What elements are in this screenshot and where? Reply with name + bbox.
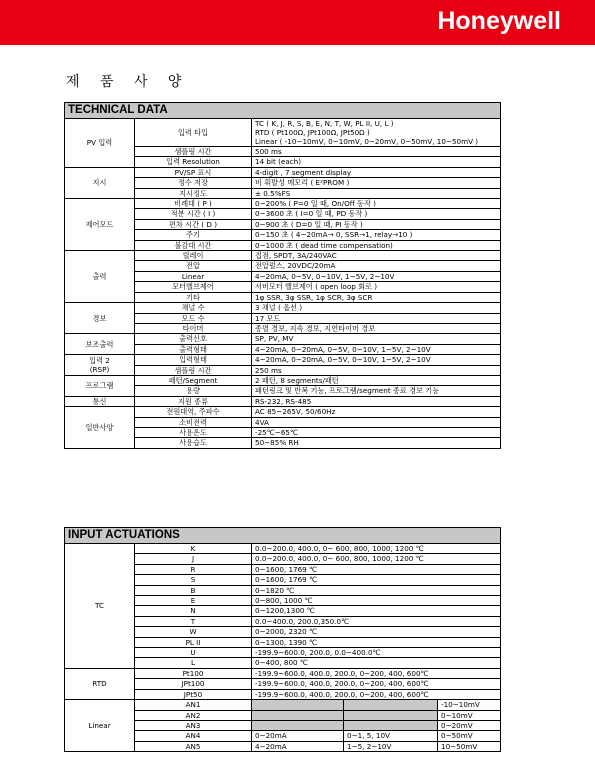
spec-item-value: 비 휘발성 메모리 ( E²PROM ) — [252, 178, 501, 188]
spec-item-value: 4-digit , 7 segment display — [252, 167, 501, 177]
tc-type-label: U — [135, 648, 252, 658]
rtd-group-label: RTD — [65, 668, 135, 699]
spec-item-value: AC 85~265V, 50/60Hz — [252, 407, 501, 417]
spec-item-label: 입력 타입 — [135, 119, 252, 147]
spec-item-label: 패턴/Segment — [135, 375, 252, 385]
spec-group-label: 제어모드 — [65, 199, 135, 251]
spec-item-value: 1φ SSR, 3φ SSR, 1φ SCR, 3φ SCR — [252, 292, 501, 302]
spec-item-value: 2 패턴, 8 segments/패턴 — [252, 375, 501, 385]
tc-type-label: L — [135, 658, 252, 668]
spec-item-value: 250 ms — [252, 365, 501, 375]
linear-type-label: AN2 — [135, 710, 252, 720]
linear-voltage-range — [344, 720, 438, 730]
spec-item-label: 샘플링 시간 — [135, 365, 252, 375]
spec-row — [65, 303, 501, 313]
tc-type-label: B — [135, 585, 252, 595]
spec-item-value: 17 모드 — [252, 313, 501, 323]
tc-range-value: 0.0~400.0, 200.0,350.0℃ — [252, 616, 501, 626]
spec-item-label: 편차 시간 ( D ) — [135, 219, 252, 229]
spec-item-value: 3 채널 ( 옵션 ) — [252, 303, 501, 313]
tc-range-value: -199.9~600.0, 200.0, 0.0~400.0℃ — [252, 648, 501, 658]
spec-item-label: 사용온도 — [135, 427, 252, 437]
spec-item-value: 0~3600 초 ( I=0 일 때, PD 동작 ) — [252, 209, 501, 219]
spec-item-label: 기타 — [135, 292, 252, 302]
spec-item-value: 접점, SPDT, 3A/240VAC — [252, 251, 501, 261]
spec-row — [65, 375, 501, 385]
spec-item-label: 입력 Resolution — [135, 157, 252, 167]
spec-item-label: 적분 시간 ( I ) — [135, 209, 252, 219]
spec-item-label: 출력신호 — [135, 334, 252, 344]
linear-voltage-range — [344, 700, 438, 710]
spec-item-label: 샘플링 시간 — [135, 147, 252, 157]
tc-range-value: 0~1200,1300 ℃ — [252, 606, 501, 616]
tc-group-label: TC — [65, 544, 135, 669]
linear-mv-range: -10~10mV — [438, 700, 501, 710]
spec-item-value: 4~20mA, 0~5V, 0~10V, 1~5V, 2~10V — [252, 271, 501, 281]
technical-data-table — [64, 102, 501, 449]
spec-row — [65, 199, 501, 209]
spec-item-value: RS-232, RS-485 — [252, 396, 501, 406]
tc-range-value: 0~1820 ℃ — [252, 585, 501, 595]
spec-item-label: 채널 수 — [135, 303, 252, 313]
tc-range-value: 0~1600, 1769 ℃ — [252, 564, 501, 574]
linear-type-label: AN1 — [135, 700, 252, 710]
spec-group-label: 프로그램 — [65, 375, 135, 396]
spec-row — [65, 334, 501, 344]
spec-item-value: -25℃~65℃ — [252, 427, 501, 437]
honeywell-logo: Honeywell — [437, 7, 561, 35]
tc-range-value: 0.0~200.0, 400.0, 0~ 600, 800, 1000, 1200 ℃ — [252, 554, 501, 564]
linear-current-range: 0~20mA — [252, 731, 344, 741]
tc-range-value: 0~800, 1000 ℃ — [252, 596, 501, 606]
rtd-range-value: -199.9~600.0, 400.0, 200.0, 0~200, 400, 600℃ — [252, 679, 501, 689]
spec-group-label: 통신 — [65, 396, 135, 406]
spec-item-value: 4VA — [252, 417, 501, 427]
spec-item-label: 타이머 — [135, 323, 252, 333]
input-actuations-body — [65, 544, 501, 752]
spec-row — [65, 407, 501, 417]
technical-data-header: TECHNICAL DATA — [65, 103, 501, 119]
spec-item-label: 입력형태 — [135, 355, 252, 365]
spec-group-label: 일반사양 — [65, 407, 135, 449]
spec-item-value: 종멸 경보, 지속 경보, 지연타이머 경보 — [252, 323, 501, 333]
spec-item-label: 용량 — [135, 386, 252, 396]
spec-item-label: 불감대 시간 — [135, 240, 252, 250]
spec-group-label: 출력 — [65, 251, 135, 303]
linear-current-range: 4~20mA — [252, 741, 344, 751]
spec-item-label: 지시정도 — [135, 188, 252, 198]
linear-type-label: AN5 — [135, 741, 252, 751]
spec-row — [65, 167, 501, 177]
tc-range-value: 0~400, 800 ℃ — [252, 658, 501, 668]
spec-item-value: 0~900 초 ( D=0 일 때, PI 동작 ) — [252, 219, 501, 229]
spec-group-label: 지시 — [65, 167, 135, 198]
spec-item-label: 전원대역, 주파수 — [135, 407, 252, 417]
spec-item-value: 0~200% ( P=0 일 때, On/Off 동작 ) — [252, 199, 501, 209]
spec-item-value: 0~150 초 ( 4~20mA→ 0, SSR→1, relay→10 ) — [252, 230, 501, 240]
linear-mv-range: 0~50mV — [438, 731, 501, 741]
spec-item-label: 출력형태 — [135, 344, 252, 354]
linear-current-range — [252, 700, 344, 710]
linear-voltage-range — [344, 710, 438, 720]
spec-item-label: 모드 수 — [135, 313, 252, 323]
spec-item-value: 50~85% RH — [252, 438, 501, 448]
linear-voltage-range: 0~1, 5, 10V — [344, 731, 438, 741]
spec-group-label: 입력 2 (RSP) — [65, 355, 135, 376]
spec-row — [65, 396, 501, 406]
rtd-type-label: JPt100 — [135, 679, 252, 689]
spec-item-value: 500 ms — [252, 147, 501, 157]
tc-type-label: E — [135, 596, 252, 606]
spec-item-label: PV/SP 표시 — [135, 167, 252, 177]
spec-item-value: 4~20mA, 0~20mA, 0~5V, 0~10V, 1~5V, 2~10V — [252, 355, 501, 365]
spec-item-value: 전압펄스, 20VDC/20mA — [252, 261, 501, 271]
linear-voltage-range: 1~5, 2~10V — [344, 741, 438, 751]
tc-type-label: W — [135, 627, 252, 637]
tc-range-value: 0~2000, 2320 ℃ — [252, 627, 501, 637]
spec-item-label: 전압 — [135, 261, 252, 271]
spec-item-value: 14 bit (each) — [252, 157, 501, 167]
tc-type-label: T — [135, 616, 252, 626]
tc-range-value: 0~1600, 1769 ℃ — [252, 575, 501, 585]
linear-mv-range: 10~50mV — [438, 741, 501, 751]
linear-row — [65, 700, 501, 710]
tc-type-label: PL II — [135, 637, 252, 647]
spec-item-value: 패턴링크 및 반복 기능, 프로그램/segment 종료 경보 기능 — [252, 386, 501, 396]
tc-type-label: J — [135, 554, 252, 564]
spec-item-label: 주기 — [135, 230, 252, 240]
rtd-type-label: Pt100 — [135, 668, 252, 678]
rtd-range-value: -199.9~600.0, 400.0, 200.0, 0~200, 400, 600℃ — [252, 668, 501, 678]
tc-range-value: 0~1300, 1390 ℃ — [252, 637, 501, 647]
spec-row — [65, 119, 501, 147]
input-actuations-header: INPUT ACTUATIONS — [65, 528, 501, 544]
rtd-row — [65, 668, 501, 678]
linear-current-range — [252, 720, 344, 730]
spec-item-value: SP, PV, MV — [252, 334, 501, 344]
linear-mv-range: 0~20mV — [438, 720, 501, 730]
tc-row — [65, 544, 501, 554]
linear-type-label: AN3 — [135, 720, 252, 730]
brand-bar — [0, 0, 595, 45]
tc-range-value: 0.0~200.0, 400.0, 0~ 600, 800, 1000, 1200 ℃ — [252, 544, 501, 554]
tc-type-label: R — [135, 564, 252, 574]
tc-type-label: S — [135, 575, 252, 585]
technical-data-body — [65, 119, 501, 449]
spec-group-label: 보조출력 — [65, 334, 135, 355]
linear-type-label: AN4 — [135, 731, 252, 741]
spec-row — [65, 251, 501, 261]
page-title: 제 품 사 양 — [66, 74, 190, 90]
tc-type-label: K — [135, 544, 252, 554]
input-actuations-table — [64, 527, 501, 752]
spec-item-value: ± 0.5%FS — [252, 188, 501, 198]
spec-item-value: 0~1000 초 ( dead time compensation) — [252, 240, 501, 250]
spec-item-value: TC ( K, J, R, S, B, E, N, T, W, PL II, U, L ) RTD ( Pt100Ω, JPt100Ω, JPt50Ω ) Linear ( -10~10mV, 0~10mV, 0~20mV, 0~50mV, 10~50mV ) — [252, 119, 501, 147]
tc-type-label: N — [135, 606, 252, 616]
spec-item-label: 모터밸브제어 — [135, 282, 252, 292]
spec-item-label: 지원 종류 — [135, 396, 252, 406]
spec-group-label: PV 입력 — [65, 119, 135, 168]
linear-mv-range: 0~10mV — [438, 710, 501, 720]
spec-item-label: 소비전력 — [135, 417, 252, 427]
spec-item-label: 사용습도 — [135, 438, 252, 448]
spec-item-label: Linear — [135, 271, 252, 281]
spec-group-label: 경보 — [65, 303, 135, 334]
spec-row — [65, 355, 501, 365]
spec-item-label: 릴레이 — [135, 251, 252, 261]
spec-item-label: 정수 저장 — [135, 178, 252, 188]
linear-current-range — [252, 710, 344, 720]
spec-item-label: 비례대 ( P ) — [135, 199, 252, 209]
spec-item-value: 서버모터 밸브제어 ( open loop 회로 ) — [252, 282, 501, 292]
linear-group-label: Linear — [65, 700, 135, 752]
rtd-type-label: JPt50 — [135, 689, 252, 699]
rtd-range-value: -199.9~600.0, 400.0, 200.0, 0~200, 400, 600℃ — [252, 689, 501, 699]
spec-item-value: 4~20mA, 0~20mA, 0~5V, 0~10V, 1~5V, 2~10V — [252, 344, 501, 354]
